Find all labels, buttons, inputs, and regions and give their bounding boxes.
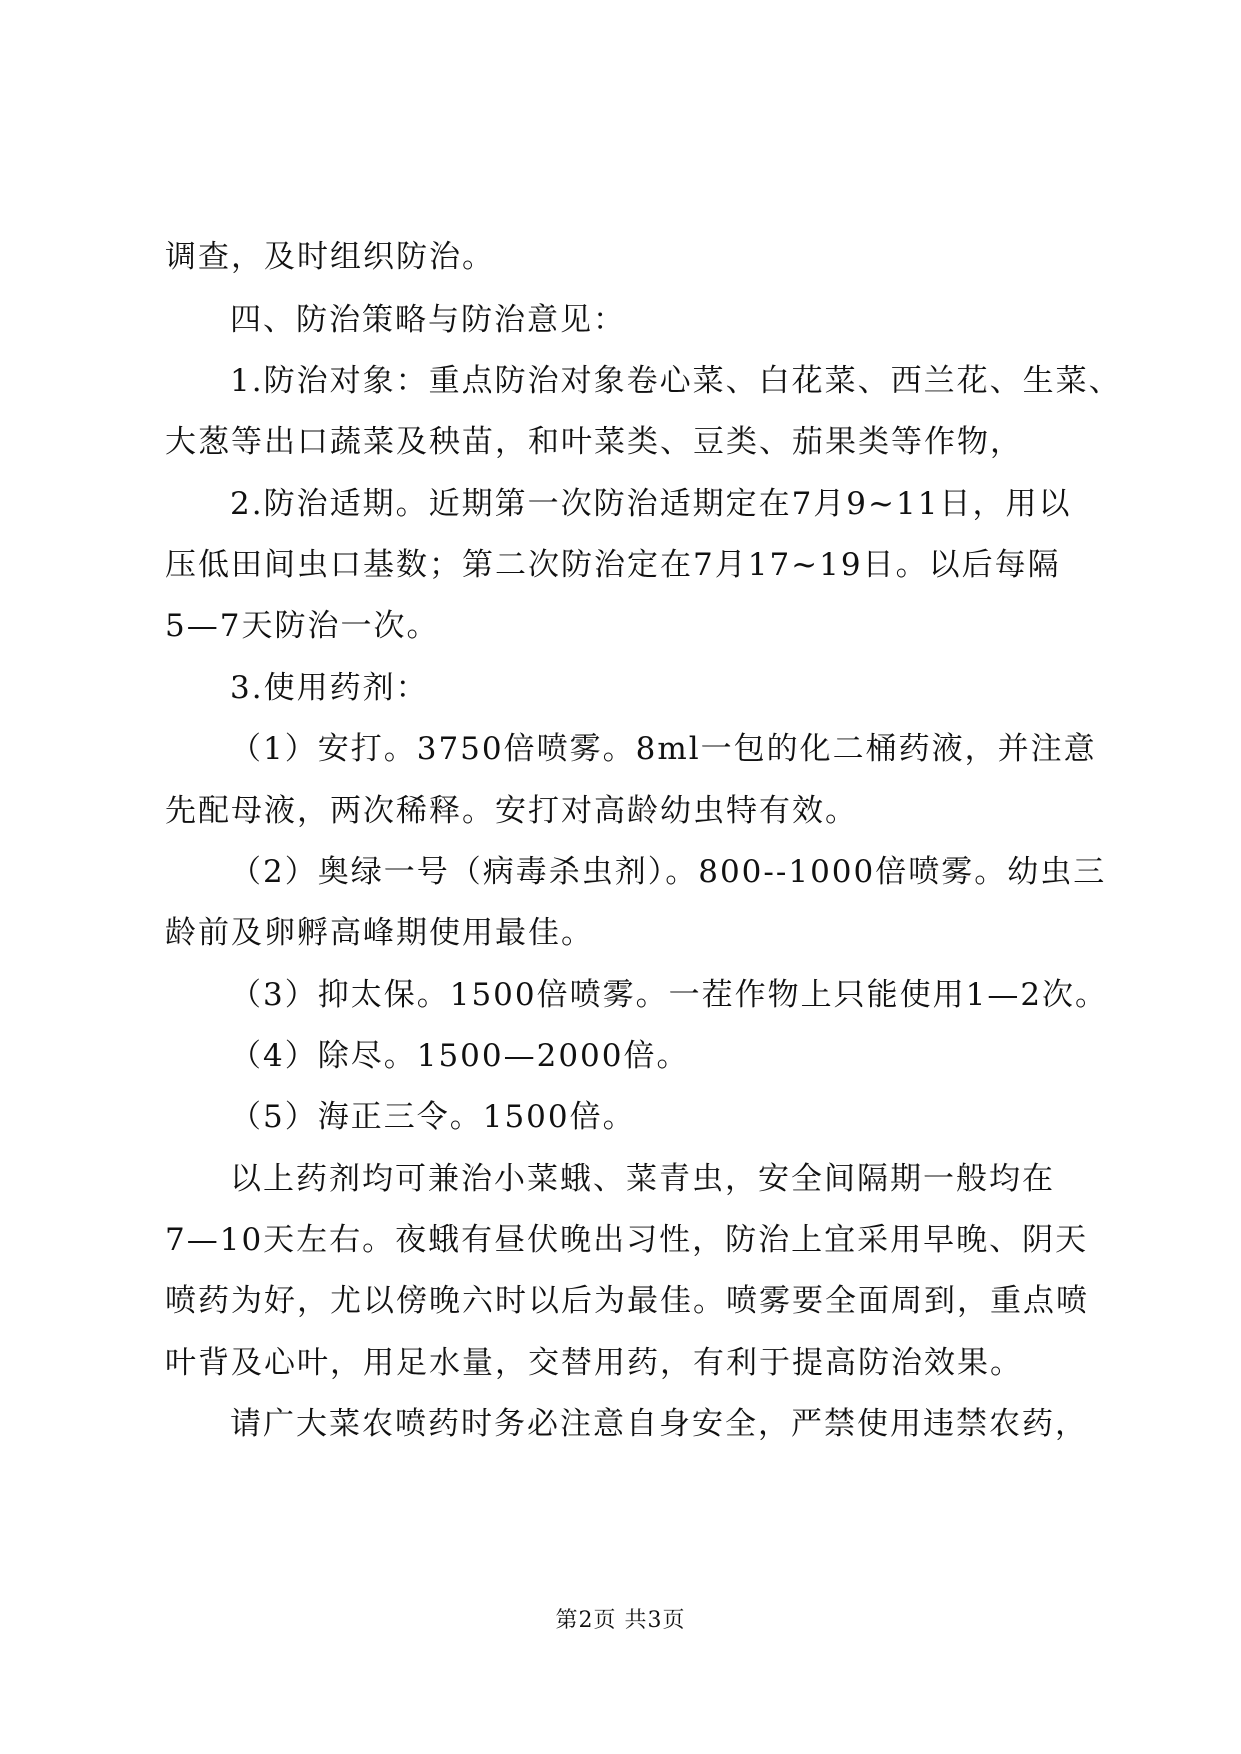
text-line: 压低田间虫口基数；第二次防治定在7月17~19日。以后每隔 (165, 547, 1061, 583)
page-footer: 第2页 共3页 (555, 1608, 686, 1633)
text-line: （3）抑太保。1500倍喷雾。一茬作物上只能使用1—2次。 (230, 977, 1109, 1013)
text-line: （1）安打。3750倍喷雾。8ml一包的化二桶药液，并注意 (230, 731, 1097, 767)
text-line: 请广大菜农喷药时务必注意自身安全，严禁使用违禁农药， (230, 1406, 1088, 1442)
text-line: 7—10天左右。夜蛾有昼伏晚出习性，防治上宜采用早晚、阴天 (165, 1222, 1089, 1258)
text-line: （4）除尽。1500—2000倍。 (230, 1038, 690, 1074)
text-line: 1.防治对象：重点防治对象卷心菜、白花菜、西兰花、生菜、 (230, 363, 1122, 399)
text-line: 龄前及卵孵高峰期使用最佳。 (165, 915, 594, 951)
text-line: 喷药为好，尤以傍晚六时以后为最佳。喷雾要全面周到，重点喷 (165, 1283, 1089, 1319)
section-heading: 四、防治策略与防治意见： (230, 302, 626, 338)
text-line: 3.使用药剂： (230, 670, 429, 706)
text-line: 大葱等出口蔬菜及秧苗，和叶菜类、豆类、茄果类等作物， (165, 424, 1023, 460)
text-line: 2.防治适期。近期第一次防治适期定在7月9~11日，用以 (230, 486, 1072, 522)
text-line: （5）海正三令。1500倍。 (230, 1099, 636, 1135)
text-line: 调查，及时组织防治。 (165, 239, 495, 275)
text-line: 5—7天防治一次。 (165, 608, 440, 644)
text-line: （2）奥绿一号（病毒杀虫剂）。800--1000倍喷雾。幼虫三 (230, 854, 1107, 890)
text-line: 叶背及心叶，用足水量，交替用药，有利于提高防治效果。 (165, 1345, 1023, 1381)
text-line: 以上药剂均可兼治小菜蛾、菜青虫，安全间隔期一般均在 (230, 1161, 1055, 1197)
text-line: 先配母液，两次稀释。安打对高龄幼虫特有效。 (165, 793, 858, 829)
